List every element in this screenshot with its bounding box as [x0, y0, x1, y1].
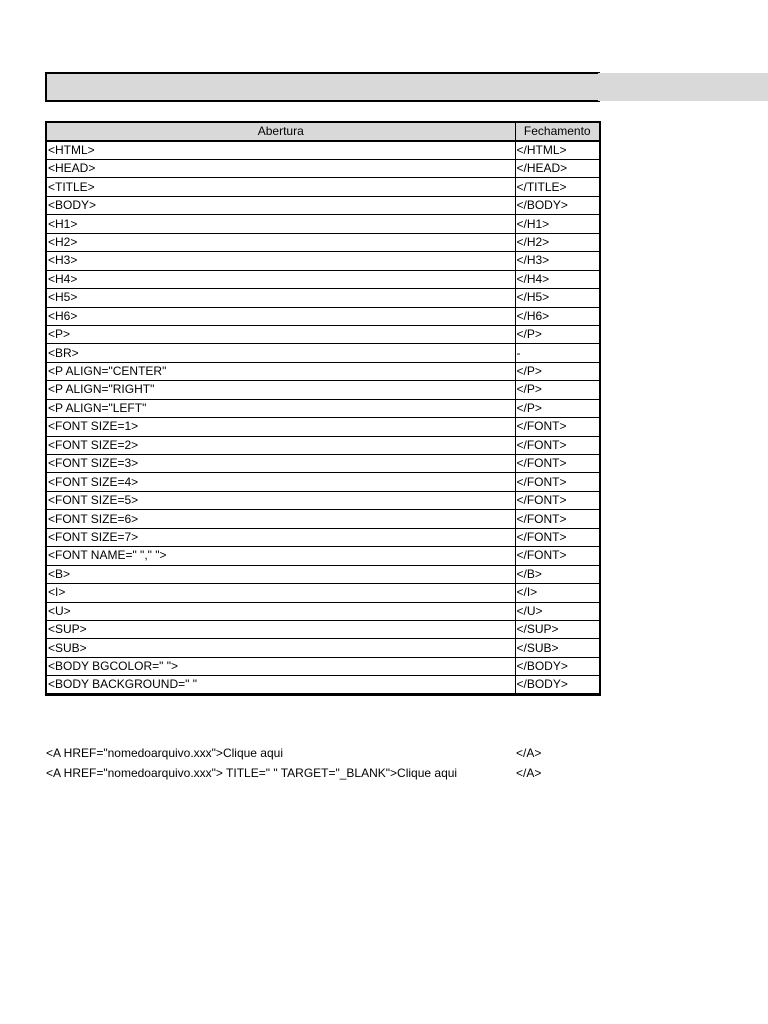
link-open-tag: <A HREF="nomedoarquivo.xxx">Clique aqui	[46, 746, 283, 760]
title-box	[45, 72, 600, 102]
opening-tag-cell: <SUP>	[46, 620, 515, 638]
closing-tag-cell: </H4>	[515, 270, 600, 288]
opening-tag-cell: <I>	[46, 584, 515, 602]
table-row	[46, 602, 600, 620]
closing-tag-cell: </BODY>	[515, 657, 600, 675]
table-row	[46, 270, 600, 288]
opening-tag-cell: <BODY BACKGROUND=" "	[46, 676, 515, 695]
column-header-abertura: Abertura	[46, 122, 515, 141]
closing-tag-cell: </SUB>	[515, 639, 600, 657]
closing-tag-cell: </FONT>	[515, 491, 600, 509]
table-row	[46, 639, 600, 657]
table-row	[46, 141, 600, 160]
title-bar-extension	[598, 73, 768, 101]
closing-tag-cell: </HEAD>	[515, 160, 600, 178]
link-example-row	[46, 764, 606, 784]
closing-tag-cell: </FONT>	[515, 547, 600, 565]
closing-tag-cell: </P>	[515, 399, 600, 417]
opening-tag-cell: <H4>	[46, 270, 515, 288]
opening-tag-cell: <FONT SIZE=3>	[46, 455, 515, 473]
table-body	[46, 141, 600, 695]
table-row	[46, 325, 600, 343]
link-close-tag: </A>	[516, 765, 542, 780]
opening-tag-cell: <P ALIGN="CENTER"	[46, 362, 515, 380]
opening-tag-cell: <H1>	[46, 215, 515, 233]
table-row	[46, 676, 600, 695]
table-row	[46, 510, 600, 528]
closing-tag-cell: </P>	[515, 381, 600, 399]
opening-tag-cell: <H6>	[46, 307, 515, 325]
closing-tag-cell: </H5>	[515, 289, 600, 307]
closing-tag-cell: </FONT>	[515, 473, 600, 491]
table-row	[46, 418, 600, 436]
closing-tag-cell: </BODY>	[515, 196, 600, 214]
table-row	[46, 473, 600, 491]
closing-tag-cell: </BODY>	[515, 676, 600, 695]
closing-tag-cell: </H1>	[515, 215, 600, 233]
opening-tag-cell: <FONT SIZE=2>	[46, 436, 515, 454]
opening-tag-cell: <U>	[46, 602, 515, 620]
table-row	[46, 528, 600, 546]
closing-tag-cell: </U>	[515, 602, 600, 620]
table-row	[46, 160, 600, 178]
opening-tag-cell: <B>	[46, 565, 515, 583]
opening-tag-cell: <FONT SIZE=5>	[46, 491, 515, 509]
opening-tag-cell: <P ALIGN="RIGHT"	[46, 381, 515, 399]
opening-tag-cell: <H2>	[46, 233, 515, 251]
closing-tag-cell: </FONT>	[515, 455, 600, 473]
opening-tag-cell: <FONT SIZE=4>	[46, 473, 515, 491]
closing-tag-cell: </I>	[515, 584, 600, 602]
closing-tag-cell: </FONT>	[515, 528, 600, 546]
table-row	[46, 436, 600, 454]
opening-tag-cell: <BODY>	[46, 196, 515, 214]
closing-tag-cell: </P>	[515, 325, 600, 343]
table-row	[46, 307, 600, 325]
opening-tag-cell: <HTML>	[46, 141, 515, 160]
closing-tag-cell: </P>	[515, 362, 600, 380]
opening-tag-cell: <P ALIGN="LEFT"	[46, 399, 515, 417]
table-row	[46, 399, 600, 417]
opening-tag-cell: <P>	[46, 325, 515, 343]
closing-tag-cell: </FONT>	[515, 418, 600, 436]
table-row	[46, 547, 600, 565]
link-open-tag: <A HREF="nomedoarquivo.xxx"> TITLE=" " TARGET="_BLANK">Clique aqui	[46, 765, 458, 780]
opening-tag-cell: <FONT SIZE=6>	[46, 510, 515, 528]
opening-tag-cell: <BODY BGCOLOR=" ">	[46, 657, 515, 675]
table-row	[46, 491, 600, 509]
link-close-tag: </A>	[516, 746, 542, 760]
table-row	[46, 657, 600, 675]
column-header-fechamento: Fechamento	[515, 122, 600, 141]
tags-table	[45, 121, 601, 696]
closing-tag-cell: </TITLE>	[515, 178, 600, 196]
closing-tag-cell: </FONT>	[515, 510, 600, 528]
opening-tag-cell: <HEAD>	[46, 160, 515, 178]
opening-tag-cell: <H5>	[46, 289, 515, 307]
opening-tag-cell: <TITLE>	[46, 178, 515, 196]
table-row	[46, 344, 600, 362]
opening-tag-cell: <FONT SIZE=1>	[46, 418, 515, 436]
closing-tag-cell: -	[515, 344, 600, 362]
link-examples	[46, 744, 606, 783]
table-row	[46, 233, 600, 251]
table-row	[46, 362, 600, 380]
table-row	[46, 381, 600, 399]
opening-tag-cell: <SUB>	[46, 639, 515, 657]
closing-tag-cell: </FONT>	[515, 436, 600, 454]
closing-tag-cell: </B>	[515, 565, 600, 583]
table-header-row	[46, 122, 600, 141]
table-row	[46, 620, 600, 638]
closing-tag-cell: </SUP>	[515, 620, 600, 638]
closing-tag-cell: </H6>	[515, 307, 600, 325]
table-row	[46, 584, 600, 602]
table-row	[46, 565, 600, 583]
link-example-row	[46, 744, 606, 764]
table-row	[46, 215, 600, 233]
table-row	[46, 178, 600, 196]
table-row	[46, 196, 600, 214]
closing-tag-cell: </H2>	[515, 233, 600, 251]
opening-tag-cell: <FONT SIZE=7>	[46, 528, 515, 546]
table-row	[46, 455, 600, 473]
closing-tag-cell: </HTML>	[515, 141, 600, 160]
opening-tag-cell: <BR>	[46, 344, 515, 362]
table-row	[46, 289, 600, 307]
table-row	[46, 252, 600, 270]
opening-tag-cell: <FONT NAME=" "," ">	[46, 547, 515, 565]
closing-tag-cell: </H3>	[515, 252, 600, 270]
opening-tag-cell: <H3>	[46, 252, 515, 270]
